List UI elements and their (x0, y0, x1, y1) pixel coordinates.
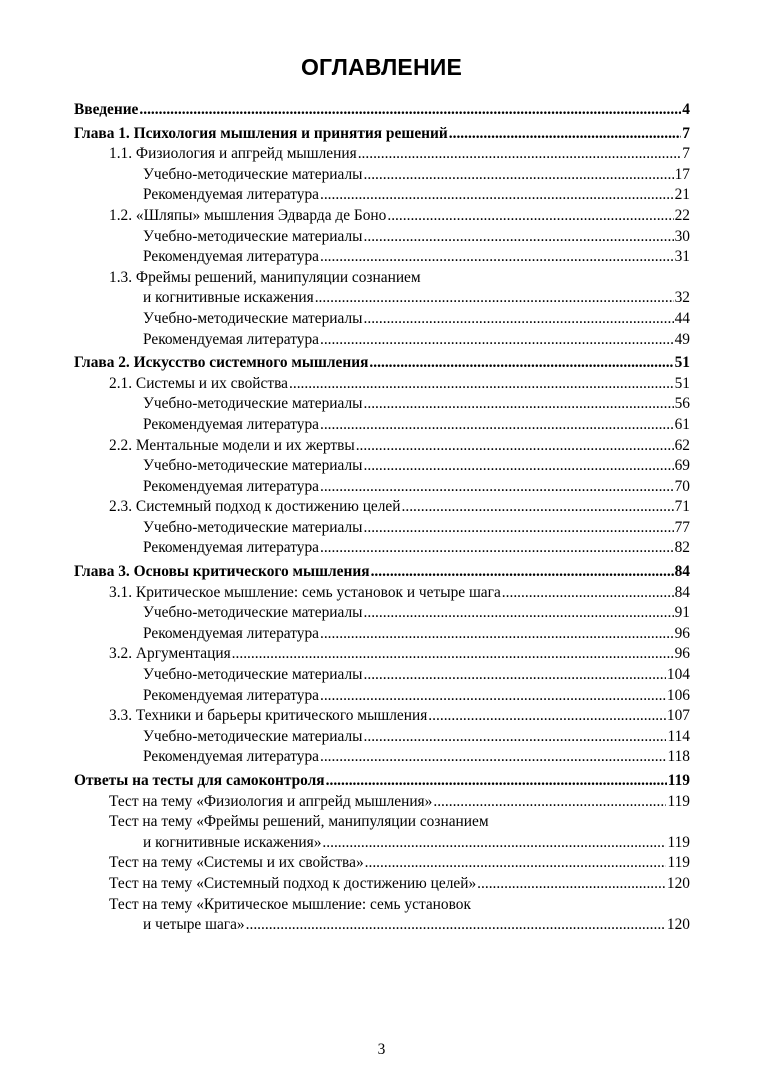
toc-section[interactable] (74, 436, 690, 457)
toc-entry-title: Рекомендуемая литература (143, 686, 319, 704)
toc-section[interactable] (74, 497, 690, 518)
toc-entry-title: Рекомендуемая литература (143, 248, 319, 266)
dot-leader (371, 562, 674, 583)
dot-leader (364, 309, 674, 330)
toc-subsection[interactable] (74, 624, 690, 645)
toc-page-number: 119 (667, 854, 690, 872)
dot-leader (320, 415, 674, 436)
dot-leader (320, 330, 674, 351)
dot-leader (232, 644, 674, 665)
toc-entry-title: 1.2. «Шляпы» мышления Эдварда де Боно (109, 206, 387, 224)
dot-leader (320, 686, 666, 707)
toc-page-number: 69 (674, 457, 690, 475)
dot-leader (326, 771, 667, 792)
toc-entry-title: Ответы на тесты для самоконтроля (74, 772, 325, 789)
toc-page-number: 21 (674, 186, 690, 204)
dot-leader (365, 853, 667, 874)
dot-leader (364, 727, 667, 748)
toc-entry-title: Рекомендуемая литература (143, 539, 319, 557)
dot-leader (320, 747, 667, 768)
toc-chapter[interactable] (74, 100, 690, 121)
toc-section[interactable] (74, 583, 690, 604)
table-of-contents (74, 100, 690, 936)
toc-subsection[interactable] (74, 309, 690, 330)
toc-entry-title: 3.3. Техники и барьеры критического мышления (109, 707, 428, 725)
toc-subsection[interactable] (74, 227, 690, 248)
toc-subsection[interactable] (74, 165, 690, 186)
toc-section[interactable] (74, 644, 690, 665)
toc-page-number: 77 (674, 518, 690, 536)
toc-page-number: 91 (674, 604, 690, 622)
toc-entry-title-line: 1.3. Фреймы решений, манипуляции сознанием (109, 268, 421, 286)
toc-entry-title: Рекомендуемая литература (143, 186, 319, 204)
toc-page-number: 70 (674, 477, 690, 495)
toc-entry-title-line: Тест на тему «Критическое мышление: семь установок (109, 895, 471, 913)
dot-leader (502, 583, 674, 604)
toc-entry-title: и четыре шага» (143, 916, 245, 934)
toc-page-number: 120 (666, 916, 690, 934)
toc-page-number: 107 (666, 707, 690, 725)
toc-entry-title: Учебно-методические материалы (143, 727, 363, 745)
toc-chapter[interactable] (74, 562, 690, 583)
toc-entry-title: Тест на тему «Системный подход к достижению целей» (109, 874, 477, 892)
toc-section[interactable] (74, 895, 690, 936)
dot-leader (477, 874, 666, 895)
toc-entry-title: Рекомендуемая литература (143, 477, 319, 495)
toc-page-number: 49 (674, 330, 690, 348)
dot-leader (369, 353, 673, 374)
toc-entry-title: Глава 2. Искусство системного мышления (74, 354, 369, 372)
toc-entry-title: Учебно-методические материалы (143, 604, 363, 622)
toc-section[interactable] (74, 874, 690, 895)
dot-leader (320, 185, 674, 206)
toc-entry-title: 3.2. Аргументация (109, 645, 231, 663)
toc-page-number: 44 (674, 309, 690, 327)
dot-leader (364, 165, 674, 186)
toc-page-number: 84 (674, 563, 690, 581)
toc-entry-title: Учебно-методические материалы (143, 457, 363, 475)
toc-page-number: 22 (674, 206, 690, 224)
dot-leader (315, 288, 674, 309)
toc-section[interactable] (74, 706, 690, 727)
toc-chapter[interactable] (74, 353, 690, 374)
toc-page-number: 119 (667, 792, 690, 810)
toc-subsection[interactable] (74, 247, 690, 268)
dot-leader (428, 706, 666, 727)
toc-page-number: 119 (667, 772, 690, 789)
toc-entry-title: Тест на тему «Системы и их свойства» (109, 854, 364, 872)
toc-entry-title: Глава 1. Психология мышления и принятия решений (74, 124, 448, 142)
toc-page-number: 17 (674, 165, 690, 183)
toc-entry-title: 2.1. Системы и их свойства (109, 374, 288, 392)
toc-subsection[interactable] (74, 330, 690, 351)
toc-subsection[interactable] (74, 538, 690, 559)
toc-entry-title: 3.1. Критическое мышление: семь установок и четыре шага (109, 583, 501, 601)
toc-entry-title: Учебно-методические материалы (143, 518, 363, 536)
dot-leader (387, 206, 673, 227)
dot-leader (449, 124, 682, 145)
toc-subsection[interactable] (74, 415, 690, 436)
toc-page-number: 32 (674, 289, 690, 307)
dot-leader (320, 247, 674, 268)
dot-leader (364, 394, 674, 415)
dot-leader (433, 792, 666, 813)
toc-page-number: 119 (667, 833, 690, 851)
toc-subsection[interactable] (74, 185, 690, 206)
toc-page-number: 82 (674, 539, 690, 557)
toc-subsection[interactable] (74, 394, 690, 415)
toc-page-number: 61 (674, 415, 690, 433)
dot-leader (320, 624, 674, 645)
dot-leader (364, 456, 674, 477)
dot-leader (322, 833, 666, 854)
toc-page-number: 51 (674, 354, 690, 372)
toc-section[interactable] (74, 812, 690, 853)
toc-subsection[interactable] (74, 603, 690, 624)
toc-section[interactable] (74, 206, 690, 227)
toc-page-number: 118 (667, 748, 690, 766)
toc-entry-title: и когнитивные искажения (143, 289, 314, 307)
toc-page-number: 4 (682, 101, 690, 118)
dot-leader (364, 227, 674, 248)
toc-entry-title: Введение (74, 101, 139, 118)
toc-section[interactable] (74, 268, 690, 309)
page-number: 3 (377, 1041, 386, 1058)
toc-section[interactable] (74, 374, 690, 395)
toc-subsection[interactable] (74, 456, 690, 477)
toc-page-number: 30 (674, 227, 690, 245)
toc-subsection[interactable] (74, 686, 690, 707)
toc-page-number: 31 (674, 248, 690, 266)
toc-subsection[interactable] (74, 727, 690, 748)
toc-chapter[interactable] (74, 771, 690, 792)
toc-entry-title: Учебно-методические материалы (143, 666, 363, 684)
toc-page-number: 71 (674, 498, 690, 516)
toc-page-number: 7 (682, 124, 690, 142)
toc-entry-title: Рекомендуемая литература (143, 415, 319, 433)
toc-page-number: 62 (674, 436, 690, 454)
dot-leader (139, 100, 681, 121)
toc-section[interactable] (74, 853, 690, 874)
toc-page-number: 120 (666, 874, 690, 892)
toc-entry-title: Учебно-методические материалы (143, 309, 363, 327)
toc-section[interactable] (74, 144, 690, 165)
toc-entry-title: Учебно-методические материалы (143, 227, 363, 245)
toc-page-number: 7 (682, 145, 690, 163)
toc-subsection[interactable] (74, 477, 690, 498)
toc-entry-title: Учебно-методические материалы (143, 165, 363, 183)
toc-page-number: 56 (674, 395, 690, 413)
toc-entry-title: Рекомендуемая литература (143, 330, 319, 348)
dot-leader (402, 497, 674, 518)
dot-leader (289, 374, 674, 395)
toc-entry-title: Учебно-методические материалы (143, 395, 363, 413)
toc-entry-title-line: Тест на тему «Фреймы решений, манипуляции сознанием (109, 813, 489, 831)
toc-entry-title: 2.2. Ментальные модели и их жертвы (109, 436, 355, 454)
dot-leader (320, 538, 674, 559)
toc-page-number: 51 (674, 374, 690, 392)
toc-subsection[interactable] (74, 518, 690, 539)
toc-subsection[interactable] (74, 665, 690, 686)
toc-entry-title: Рекомендуемая литература (143, 748, 319, 766)
toc-page-number: 96 (674, 645, 690, 663)
page-title: ОГЛАВЛЕНИЕ (300, 54, 463, 80)
toc-page-number: 104 (666, 666, 690, 684)
toc-section[interactable] (74, 792, 690, 813)
dot-leader (320, 477, 674, 498)
toc-chapter[interactable] (74, 124, 690, 145)
dot-leader (364, 603, 674, 624)
dot-leader (246, 915, 666, 936)
toc-entry-title: Глава 3. Основы критического мышления (74, 563, 370, 581)
toc-entry-title: Тест на тему «Физиология и апгрейд мышления» (109, 792, 433, 810)
toc-entry-title: Рекомендуемая литература (143, 624, 319, 642)
toc-subsection[interactable] (74, 747, 690, 768)
dot-leader (356, 436, 674, 457)
toc-page-number: 96 (674, 624, 690, 642)
toc-page-number: 84 (674, 583, 690, 601)
dot-leader (358, 144, 682, 165)
toc-entry-title: и когнитивные искажения» (143, 833, 322, 851)
toc-entry-title: 1.1. Физиология и апгрейд мышления (109, 145, 357, 163)
toc-page-number: 114 (667, 727, 690, 745)
toc-entry-title: 2.3. Системный подход к достижению целей (109, 498, 401, 516)
toc-page-number: 106 (666, 686, 690, 704)
dot-leader (364, 518, 674, 539)
dot-leader (364, 665, 666, 686)
